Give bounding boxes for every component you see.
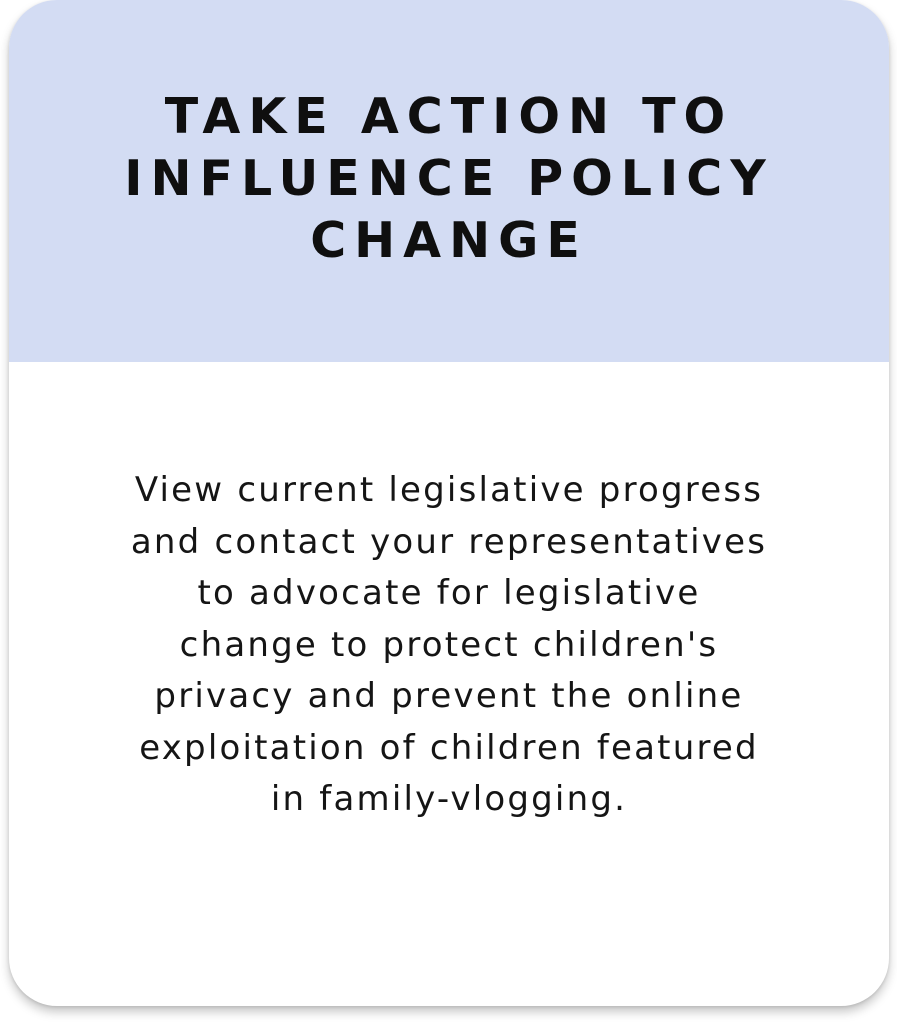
card-header bbox=[9, 0, 889, 362]
card-body bbox=[9, 362, 889, 1006]
card-title: TAKE ACTION TO INFLUENCE POLICY CHANGE bbox=[124, 88, 774, 269]
card-description: View current legislative progress and contact your representatives to advocate for legislative change to protect children's privacy and prevent the online exploitation of children featured in family-vlogging. bbox=[130, 470, 768, 819]
policy-action-card bbox=[9, 0, 889, 1006]
